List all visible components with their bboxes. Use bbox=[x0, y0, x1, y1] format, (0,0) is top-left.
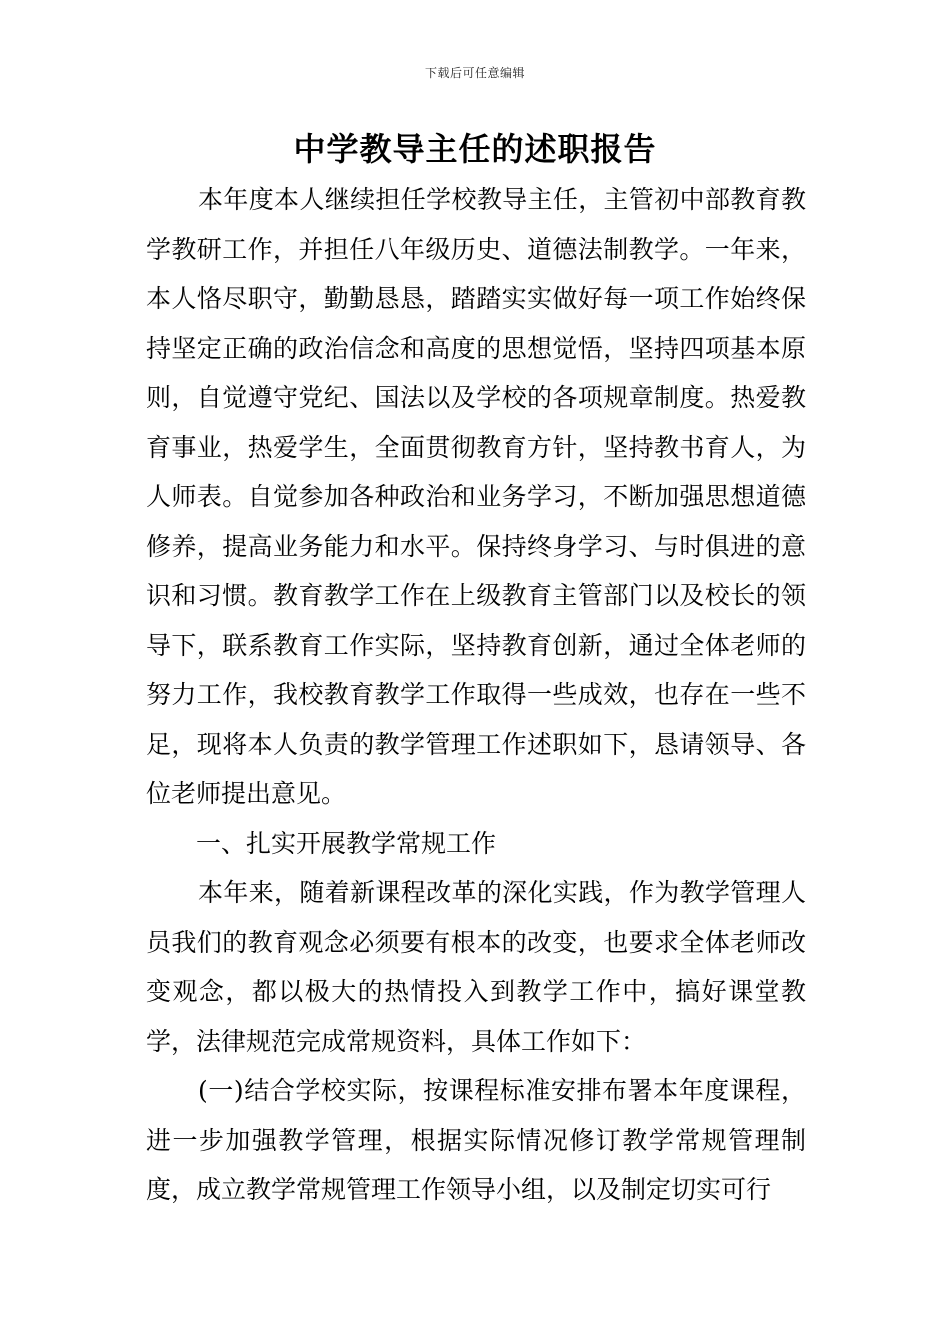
document-title: 中学教导主任的述职报告 bbox=[293, 130, 657, 168]
paragraph-section-1: 本年来，随着新课程改革的深化实践，作为教学管理人员我们的教育观念必须要有根本的改变，也要求全体老师改变观念，都以极大的热情投入到教学工作中，搞好课堂教学，法律规范完成常规资料，具体工作如下： bbox=[146, 878, 806, 1056]
header-note: 下载后可任意编辑 bbox=[424, 66, 525, 80]
paragraph-item-1: (一)结合学校实际，按课程标准安排布署本年度课程，进一步加强教学管理，根据实际情况修订教学常规管理制度，成立教学常规管理工作领导小组，以及制定切实可行 bbox=[146, 1076, 806, 1204]
section-heading-1: 一、扎实开展教学常规工作 bbox=[196, 828, 497, 858]
paragraph-intro: 本年度本人继续担任学校教导主任，主管初中部教育教学教研工作，并担任八年级历史、道德法制教学。一年来，本人恪尽职守，勤勤恳恳，踏踏实实做好每一项工作始终保持坚定正确的政治信念和高度的思想觉悟，坚持四项基本原则，自觉遵守党纪、国法以及学校的各项规章制度。热爱教育事业，热爱学生，全面贯彻教育方针，坚持教书育人，为人师表。自觉参加各种政治和业务学习，不断加强思想道德修养，提高业务能力和水平。保持终身学习、与时俱进的意识和习惯。教育教学工作在上级教育主管部门以及校长的领导下，联系教育工作实际，坚持教育创新，通过全体老师的努力工作，我校教育教学工作取得一些成效，也存在一些不足，现将本人负责的教学管理工作述职如下，恳请领导、各位老师提出意见。 bbox=[146, 185, 806, 808]
document-body bbox=[146, 175, 806, 1215]
